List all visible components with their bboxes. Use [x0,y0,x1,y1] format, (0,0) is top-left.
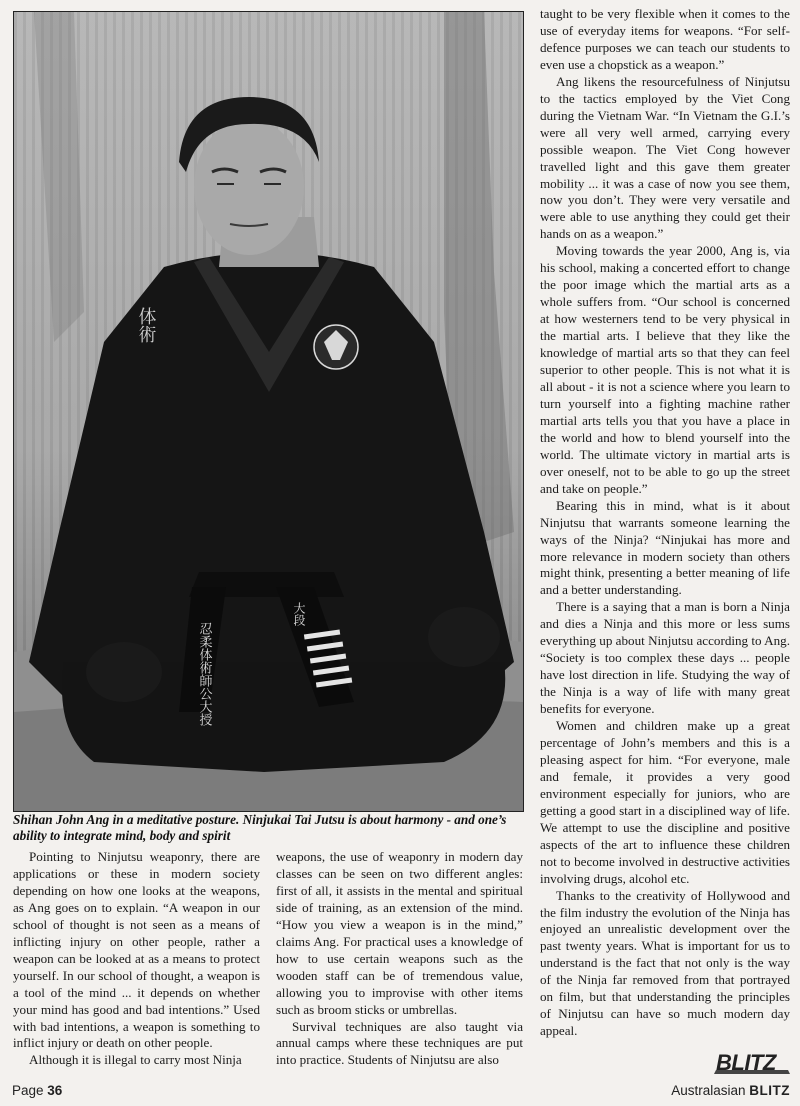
magazine-prefix: Australasian [671,1083,746,1098]
paragraph: Bearing this in mind, what is it about Ninjutsu that warrants someone learning the ways of the Ninja? “Ninjukai has more and more relevance in modern society than others might think, presenting a better meaning of life and a better understanding. [540,497,790,598]
paragraph: Ang likens the resourcefulness of Ninjutsu to the tactics employed by the Viet Cong during the Vietnam War. “In Vietnam the G.I.’s were all very well armed, carrying every possible weapon. The Viet Cong however travelled light and this gave them greater mobility ... it was a case of now you see them, now you don’t. They were very versatile and were able to use anything they could get their hands on as a weapon.” [540,73,790,242]
paragraph: Moving towards the year 2000, Ang is, via his school, making a concerted effort to change the poor image which the martial arts as a whole suffers from. “Our school is concerned at how westerners tend to be very physical in the martial arts. I believe that they like the knowledge of martial arts so that they can feel superior to other people. This is not what it is all about - it is not a science where you learn to turn yourself into a fighting machine rather martial arts tells you that you have a place in the world and how to blend yourself into the world. The ultimate victory in martial arts is over oneself, not to be able to go up the street and take on people.” [540,243,790,496]
paragraph: Thanks to the creativity of Hollywood and the film industry the evolution of the Ninja has enjoyed an unrealistic development over the past twenty years. What is important for us to understand is the fact that not only is the way of the Ninja far removed from that portrayed on film, but that understanding the principles of Ninjutsu can have so much modern day appeal. [540,887,790,1039]
photo-caption: Shihan John Ang in a meditative posture. Ninjukai Tai Jutsu is about harmony - and one’s ability to integrate mind, body and spirit [13,812,507,843]
seated-martial-artist-photo [14,12,523,811]
blitz-logo-icon [712,1048,792,1076]
magazine-name-footer [671,1083,790,1098]
page-number-footer [12,1083,62,1098]
article-column-right [540,6,790,1040]
paragraph: Although it is illegal to carry most Ninja [29,1052,242,1068]
page-number: 36 [47,1083,63,1098]
paragraph: weapons, the use of weaponry in modern day classes can be seen on two different angles: first of all, it assists in the mental and spiritual side of training, as an extension of the mind. “How you view a weapon is in the mind,” claims Ang. For practical uses a knowledge of how to use certain weapons such as the wooden staff can be of tremendous value, allowing you to improvise with other items such as broom sticks or umbrellas. [276,849,523,1017]
paragraph: Pointing to Ninjutsu weaponry, there are applications or these in modern society depending on how one looks at the weapons, as Ang goes on to explain. “A weapon in our school of thought is not seen as a means of inflicting injury on other people, rather a weapon can be looked at as a means to protect yourself. In our school of thought, a weapon is a tool of the mind ... it depends on whether your mind has good and bad intentions.” Used with bad intentions, a weapon is something to inflict injury or death on other people. [13,849,260,1051]
svg-text:大段: 大段 [292,602,306,626]
paragraph: There is a saying that a man is born a Ninja and dies a Ninja and this more or less sums everything up about Ninjutsu according to Ang. “Society is too complex these days ... people have lost direction in life. Studying the way of the Ninja is a way of life with many great benefits for everyone. [540,599,790,717]
paragraph: Women and children make up a great percentage of John’s members and this is a pleasing aspect for him. “For everyone, male and female, it provides a very good environment especially for juniors, who are getting a good start in a disciplined way of life. We attempt to use the discipline and positive aspects of the art to influence these children not to become involved in destructive activities involving drugs, alcohol etc. [540,718,790,886]
article-column-middle [276,849,523,1069]
paragraph: Survival techniques are also taught via annual camps where these techniques are put into practice. Students of Ninjutsu are also [276,1018,523,1068]
svg-text:体術: 体術 [135,307,157,343]
magazine-name: BLITZ [749,1083,790,1098]
logo-text: BLITZ [716,1050,776,1075]
paragraph: taught to be very flexible when it comes to the use of everyday items for weapons. “For self-defence purposes we can teach our students to even use a chopstick as a weapon.” [540,6,790,72]
article-photo [13,11,524,812]
page-label: Page [12,1083,44,1098]
svg-text:忍柔体術師公大授: 忍柔体術師公大授 [196,622,212,726]
article-column-left [13,849,260,1069]
